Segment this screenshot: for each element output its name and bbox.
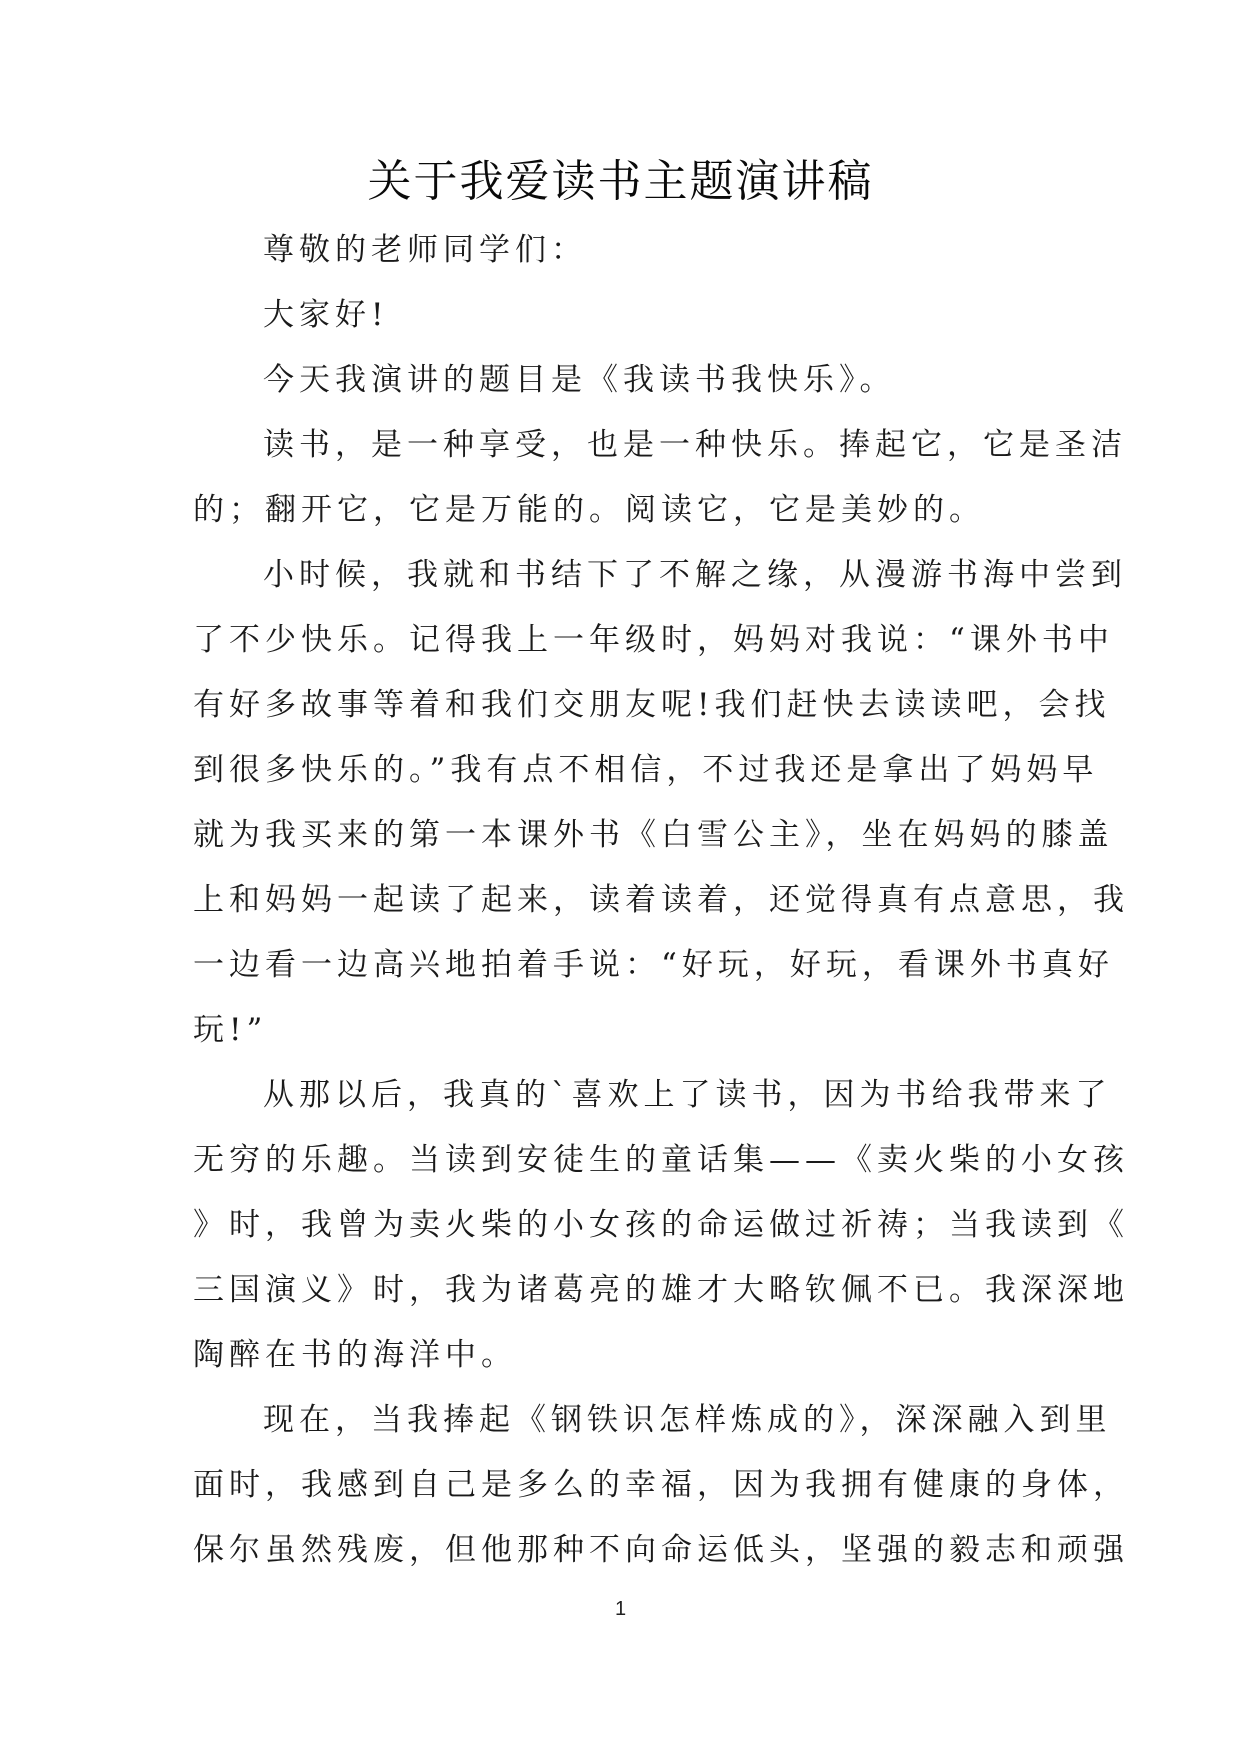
paragraph-greeting bbox=[193, 218, 1053, 283]
text-line: 从那以后，我真的`喜欢上了读书，因为书给我带来了 bbox=[263, 1077, 1112, 1113]
text-line: 到很多快乐的。”我有点不相信，不过我还是拿出了妈妈早 bbox=[193, 752, 1099, 788]
document-title: 关于我爱读书主题演讲稿 bbox=[367, 156, 874, 207]
text-line: 面时，我感到自己是多么的幸福，因为我拥有健康的身体， bbox=[193, 1467, 1129, 1503]
text-line: 读书，是一种享受，也是一种快乐。捧起它，它是圣洁 bbox=[263, 427, 1127, 463]
text-line: 现在，当我捧起《钢铁识怎样炼成的》，深深融入到里 bbox=[263, 1402, 1112, 1438]
text-line: 大家好! bbox=[263, 297, 389, 333]
paragraph-childhood bbox=[193, 543, 1129, 1063]
text-line: 尊敬的老师同学们： bbox=[263, 232, 587, 268]
text-line: 小时候，我就和书结下了不解之缘，从漫游书海中尝到 bbox=[263, 557, 1127, 593]
paragraph-reading-joy bbox=[193, 413, 1127, 543]
text-line: 就为我买来的第一本课外书《白雪公主》，坐在妈妈的膝盖 bbox=[193, 817, 1114, 853]
paragraph-hello bbox=[193, 283, 1053, 348]
page-number: 1 bbox=[614, 1598, 627, 1620]
text-line: 无穷的乐趣。当读到安徒生的童话集——《卖火柴的小女孩 bbox=[193, 1142, 1129, 1178]
text-line: 上和妈妈一起读了起来，读着读着，还觉得真有点意思，我 bbox=[193, 882, 1129, 918]
text-line: 有好多故事等着和我们交朋友呢!我们赶快去读读吧，会找 bbox=[193, 687, 1111, 723]
document-body bbox=[193, 218, 1129, 1583]
text-line: 三国演义》时，我为诸葛亮的雄才大略钦佩不已。我深深地 bbox=[193, 1272, 1129, 1308]
text-line: 陶醉在书的海洋中。 bbox=[193, 1337, 517, 1373]
paragraph-topic bbox=[193, 348, 1053, 413]
text-line: 保尔虽然残废，但他那种不向命运低头，坚强的毅志和顽强 bbox=[193, 1532, 1129, 1568]
text-line: 玩!” bbox=[193, 1012, 268, 1048]
text-line: 》时，我曾为卖火柴的小女孩的命运做过祈祷；当我读到《 bbox=[193, 1207, 1129, 1243]
text-line: 的；翻开它，它是万能的。阅读它，它是美妙的。 bbox=[193, 492, 985, 528]
paragraph-now bbox=[193, 1388, 1129, 1583]
text-line: 一边看一边高兴地拍着手说：“好玩，好玩，看课外书真好 bbox=[193, 947, 1114, 983]
text-line: 今天我演讲的题目是《我读书我快乐》。 bbox=[263, 362, 896, 398]
text-line: 了不少快乐。记得我上一年级时，妈妈对我说：“课外书中 bbox=[193, 622, 1114, 658]
paragraph-love-reading bbox=[193, 1063, 1129, 1388]
